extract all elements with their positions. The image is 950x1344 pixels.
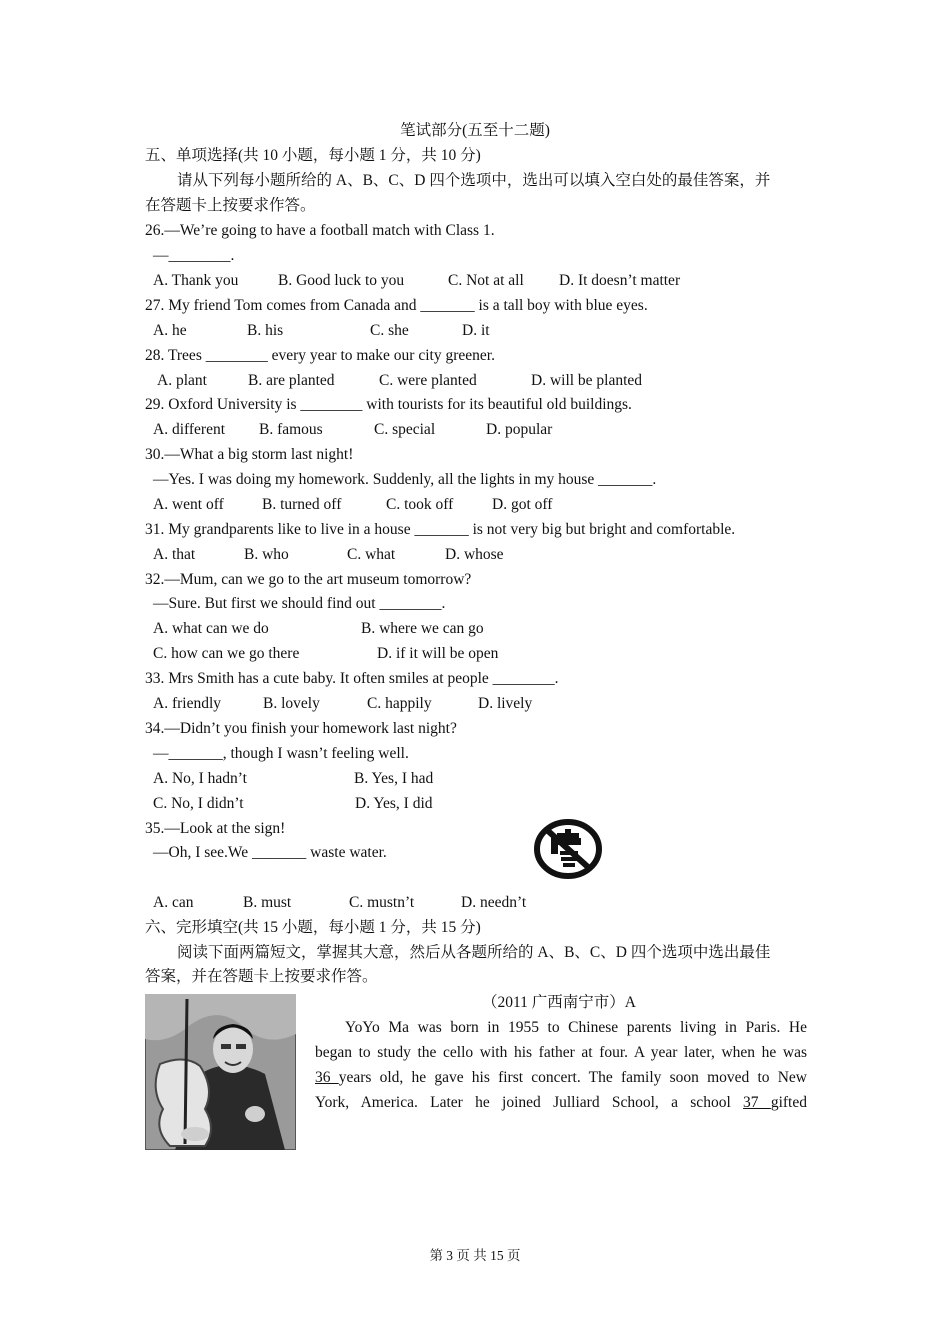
question-28-option-a: A. plant bbox=[157, 372, 207, 389]
section5-instruction-line2: 在答题卡上按要求作答。 bbox=[145, 197, 316, 214]
blank-36[interactable]: 36 bbox=[315, 1069, 339, 1086]
question-27-option-b: B. his bbox=[247, 322, 284, 339]
question-27-option-a: A. he bbox=[153, 322, 187, 339]
question-26-option-c: C. Not at all bbox=[448, 272, 524, 289]
section5-title: 五、单项选择(共 10 小题，每小题 1 分，共 10 分) bbox=[145, 147, 481, 164]
question-32-option-b: B. where we can go bbox=[361, 620, 484, 637]
question-34-option-a: A. No, I hadn’t bbox=[153, 770, 247, 787]
question-29-stem: 29. Oxford University is ________ with tourists for its beautiful old buildings. bbox=[145, 396, 632, 413]
passage-line-4-end: gifted bbox=[770, 1094, 807, 1111]
question-31-stem: 31. My grandparents like to live in a house _______ is not very big but bright and comfortable. bbox=[145, 521, 736, 538]
section6-instruction-line2: 答案，并在答题卡上按要求作答。 bbox=[145, 968, 378, 985]
question-34-stem: 34.—Didn’t you finish your homework last night? bbox=[145, 720, 457, 737]
question-33-option-a: A. friendly bbox=[153, 695, 222, 712]
question-33-stem: 33. Mrs Smith has a cute baby. It often smiles at people ________. bbox=[145, 670, 559, 687]
question-26-stem: 26.—We’re going to have a football match with Class 1. bbox=[145, 222, 495, 239]
section5-instruction-line1: 请从下列每小题所给的 A、B、C、D 四个选项中，选出可以填入空白处的最佳答案，并 bbox=[177, 172, 771, 189]
yoyo-ma-photo bbox=[145, 994, 296, 1150]
question-26-option-b: B. Good luck to you bbox=[278, 272, 405, 289]
question-32-option-a: A. what can we do bbox=[153, 620, 269, 637]
question-33-option-c: C. happily bbox=[367, 695, 432, 712]
question-28-option-d: D. will be planted bbox=[531, 372, 643, 389]
question-32-option-d: D. if it will be open bbox=[377, 645, 499, 662]
question-34-option-d: D. Yes, I did bbox=[355, 795, 433, 812]
passage-line-4-text: York, America. Later he joined Julliard School, a school bbox=[315, 1094, 731, 1111]
passage-line-4 bbox=[315, 1093, 807, 1113]
question-26-option-d: D. It doesn’t matter bbox=[559, 272, 681, 289]
question-26-option-a: A. Thank you bbox=[153, 272, 239, 289]
question-33-option-b: B. lovely bbox=[263, 695, 320, 712]
question-35-option-d: D. needn’t bbox=[461, 894, 527, 911]
question-31-option-a: A. that bbox=[153, 546, 196, 563]
question-31-option-d: D. whose bbox=[445, 546, 504, 563]
question-28-stem: 28. Trees ________ every year to make our city greener. bbox=[145, 347, 495, 364]
question-27-stem: 27. My friend Tom comes from Canada and _______ is a tall boy with blue eyes. bbox=[145, 297, 648, 314]
question-35-option-b: B. must bbox=[243, 894, 292, 911]
question-32-reply: —Sure. But first we should find out ________. bbox=[153, 595, 446, 612]
question-27-option-c: C. she bbox=[370, 322, 409, 339]
blank-37[interactable]: 37 bbox=[743, 1094, 771, 1111]
question-28-option-b: B. are planted bbox=[248, 372, 335, 389]
question-34-option-c: C. No, I didn’t bbox=[153, 795, 244, 812]
passage-line-2: began to study the cello with his father at four. A year later, when he was bbox=[315, 1044, 807, 1061]
passage-title: （2011 广西南宁市）A bbox=[482, 994, 636, 1011]
question-34-reply: —_______, though I wasn’t feeling well. bbox=[153, 745, 409, 762]
question-28-option-c: C. were planted bbox=[379, 372, 477, 389]
section6-instruction-line1: 阅读下面两篇短文，掌握其大意，然后从各题所给的 A、B、C、D 四个选项中选出最佳 bbox=[177, 944, 771, 961]
question-29-option-c: C. special bbox=[374, 421, 436, 438]
question-32-option-c: C. how can we go there bbox=[153, 645, 300, 662]
question-35-reply: —Oh, I see.We _______ waste water. bbox=[153, 844, 387, 861]
question-31-option-c: C. what bbox=[347, 546, 396, 563]
question-34-option-b: B. Yes, I had bbox=[354, 770, 434, 787]
passage-line-3 bbox=[315, 1068, 807, 1088]
question-29-option-a: A. different bbox=[153, 421, 226, 438]
question-30-option-c: C. took off bbox=[386, 496, 454, 513]
question-35-option-c: C. mustn’t bbox=[349, 894, 415, 911]
no-wasting-water-sign-icon bbox=[533, 818, 603, 880]
question-33-option-d: D. lively bbox=[478, 695, 533, 712]
section6-title: 六、完形填空(共 15 小题，每小题 1 分，共 15 分) bbox=[145, 919, 481, 936]
question-30-reply: —Yes. I was doing my homework. Suddenly, all the lights in my house _______. bbox=[153, 471, 657, 488]
question-30-option-a: A. went off bbox=[153, 496, 224, 513]
page-heading: 笔试部分(五至十二题) bbox=[400, 122, 550, 139]
question-29-option-d: D. popular bbox=[486, 421, 553, 438]
question-35-stem: 35.—Look at the sign! bbox=[145, 820, 286, 837]
question-29-option-b: B. famous bbox=[259, 421, 323, 438]
passage-line-3-text: years old, he gave his first concert. The family soon moved to New bbox=[338, 1069, 807, 1086]
question-30-stem: 30.—What a big storm last night! bbox=[145, 446, 354, 463]
passage-line-1: YoYo Ma was born in 1955 to Chinese parents living in Paris. He bbox=[345, 1019, 807, 1036]
question-30-option-d: D. got off bbox=[492, 496, 553, 513]
question-30-option-b: B. turned off bbox=[262, 496, 342, 513]
question-27-option-d: D. it bbox=[462, 322, 490, 339]
question-35-option-a: A. can bbox=[153, 894, 194, 911]
question-32-stem: 32.—Mum, can we go to the art museum tomorrow? bbox=[145, 571, 472, 588]
page-footer: 第 3 页 共 15 页 bbox=[429, 1248, 521, 1263]
question-31-option-b: B. who bbox=[244, 546, 289, 563]
question-26-reply: —________. bbox=[153, 247, 235, 264]
